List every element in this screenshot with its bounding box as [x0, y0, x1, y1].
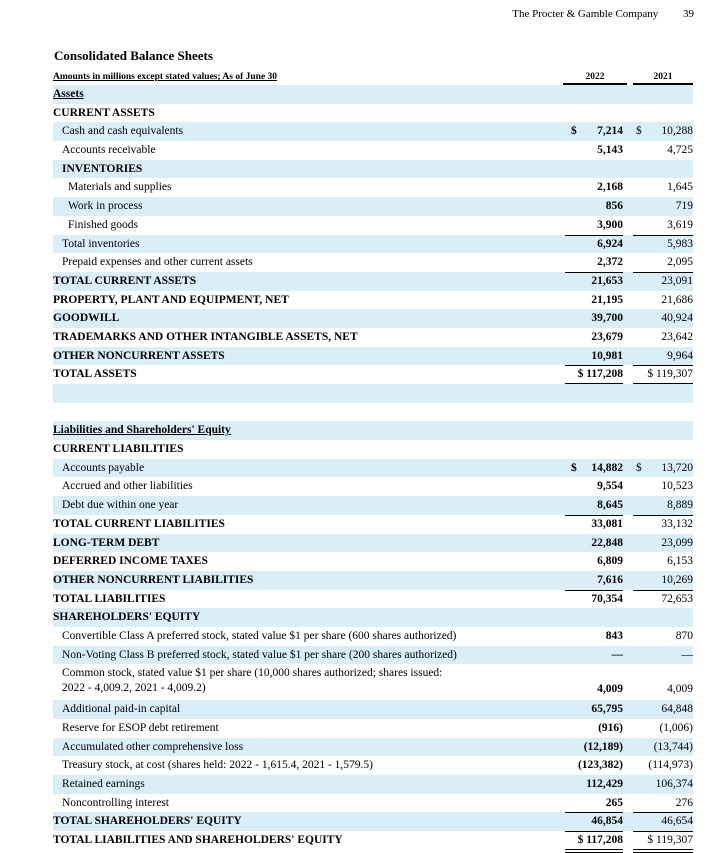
- table-row: [53, 775, 693, 794]
- table-row: [53, 104, 693, 123]
- row-label: INVENTORIES: [62, 162, 143, 175]
- table-row: [53, 515, 693, 534]
- total-double-rule: [633, 849, 693, 853]
- table-row: [53, 627, 693, 646]
- value-2022: $ 117,208: [577, 368, 623, 381]
- value-2021: $ 119,307: [647, 834, 693, 847]
- value-2022: $ 117,208: [577, 834, 623, 847]
- value-2022: 112,429: [586, 778, 623, 791]
- table-row: [53, 608, 693, 627]
- table-row: [53, 253, 693, 272]
- table-row: [53, 85, 693, 104]
- subtotal-rule: [565, 235, 623, 236]
- value-2021: 13,720: [661, 461, 693, 474]
- table-row: [53, 534, 693, 553]
- page-header: [512, 8, 694, 20]
- column-header-2022: 2022: [563, 72, 627, 85]
- value-2022: 39,700: [591, 312, 623, 325]
- value-2022: 22,848: [591, 536, 623, 549]
- balance-sheet-table: [53, 85, 693, 850]
- value-2022: (123,382): [577, 759, 623, 772]
- value-2022: —: [611, 648, 623, 661]
- table-row: [53, 328, 693, 347]
- row-label: TRADEMARKS AND OTHER INTANGIBLE ASSETS, NET: [53, 330, 358, 343]
- value-2021: 46,654: [661, 815, 693, 828]
- row-label: OTHER NONCURRENT ASSETS: [53, 349, 225, 362]
- table-row: [53, 459, 693, 478]
- row-label: PROPERTY, PLANT AND EQUIPMENT, NET: [53, 293, 289, 306]
- table-row: [53, 664, 693, 700]
- table-row: [53, 719, 693, 738]
- value-2022: 7,616: [597, 573, 623, 586]
- value-2022: 265: [605, 796, 623, 809]
- row-label: Accumulated other comprehensive loss: [62, 740, 244, 753]
- row-label: TOTAL LIABILITIES AND SHAREHOLDERS' EQUITY: [53, 834, 343, 847]
- currency-sign-2021: $: [636, 125, 642, 138]
- currency-sign-2022: $: [571, 125, 577, 138]
- value-2022: 856: [605, 200, 623, 213]
- subtotal-rule: [565, 515, 623, 516]
- page-number: 39: [683, 8, 694, 20]
- value-2021: (1,006): [659, 722, 693, 734]
- table-row: [53, 235, 693, 254]
- row-label: Accounts payable: [62, 461, 145, 474]
- value-2022: 4,009: [597, 683, 623, 696]
- row-label: Noncontrolling interest: [62, 796, 169, 809]
- value-2021: 9,964: [667, 349, 693, 362]
- value-2021: 72,653: [661, 592, 693, 605]
- value-2021: 4,009: [667, 683, 693, 696]
- row-label: GOODWILL: [53, 312, 120, 325]
- table-row: [53, 197, 693, 216]
- currency-sign-2021: $: [636, 461, 642, 474]
- value-2022: 33,081: [591, 517, 623, 530]
- value-2022: 65,795: [591, 703, 623, 716]
- table-row: [53, 365, 693, 384]
- value-2021: 106,374: [655, 778, 693, 791]
- row-label: TOTAL SHAREHOLDERS' EQUITY: [53, 815, 242, 828]
- row-label: Treasury stock, at cost (shares held: 2022 - 1,615.4, 2021 - 1,579.5): [62, 759, 373, 772]
- value-2021: 3,619: [667, 218, 693, 231]
- row-label: TOTAL CURRENT ASSETS: [53, 274, 197, 287]
- value-2021: 5,983: [667, 237, 693, 250]
- value-2021: 23,642: [661, 330, 693, 343]
- value-2021: 8,889: [667, 499, 693, 512]
- value-2021: $ 119,307: [647, 368, 693, 381]
- table-row: [53, 178, 693, 197]
- value-2022: 21,653: [591, 274, 623, 287]
- table-row: [53, 552, 693, 571]
- value-2022: 6,809: [597, 555, 623, 568]
- value-2022: 46,854: [591, 815, 623, 828]
- value-2021: 6,153: [667, 555, 693, 568]
- subtotal-rule: [633, 812, 693, 813]
- total-double-rule: [565, 849, 623, 853]
- subtotal-rule: [633, 235, 693, 236]
- table-row: [53, 738, 693, 757]
- value-2021: 10,269: [661, 573, 693, 586]
- value-2022: 2,168: [597, 181, 623, 194]
- row-label: SHAREHOLDERS' EQUITY: [53, 611, 201, 624]
- subtotal-rule: [633, 272, 693, 273]
- row-label: Debt due within one year: [62, 499, 179, 512]
- value-2021: 10,523: [661, 480, 693, 493]
- value-2021: —: [681, 648, 693, 661]
- row-label: CURRENT LIABILITIES: [53, 443, 184, 456]
- row-label: Common stock, stated value $1 per share (10,000 shares authorized; shares issued: 2022 - 4,009.2, 2021 - 4,009.2): [62, 667, 443, 695]
- table-row: [53, 812, 693, 831]
- value-2022: 10,981: [591, 349, 623, 362]
- value-2022: 21,195: [591, 293, 623, 306]
- value-2021: 870: [675, 629, 693, 642]
- table-row: [53, 403, 693, 422]
- row-label: TOTAL LIABILITIES: [53, 592, 166, 605]
- subtotal-rule: [565, 831, 623, 832]
- row-label: Accrued and other liabilities: [62, 480, 193, 493]
- table-row: [53, 590, 693, 609]
- value-2021: 23,091: [661, 274, 693, 287]
- table-row: [53, 384, 693, 403]
- table-row: [53, 756, 693, 775]
- row-label: TOTAL CURRENT LIABILITIES: [53, 517, 225, 530]
- value-2021: 10,288: [661, 125, 693, 138]
- row-label: Reserve for ESOP debt retirement: [62, 722, 219, 734]
- subtotal-rule: [565, 365, 623, 366]
- company-name: The Procter & Gamble Company: [512, 8, 659, 20]
- value-2022: 14,882: [591, 461, 623, 474]
- table-row: [53, 272, 693, 291]
- column-header: [53, 70, 693, 84]
- table-row: [53, 477, 693, 496]
- row-label: Cash and cash equivalents: [62, 125, 184, 138]
- table-row: [53, 700, 693, 719]
- row-label: Additional paid-in capital: [62, 703, 181, 716]
- value-2022: 70,354: [591, 592, 623, 605]
- table-row: [53, 216, 693, 235]
- table-row: [53, 794, 693, 813]
- column-header-2021: 2021: [633, 72, 693, 85]
- row-label: Prepaid expenses and other current assets: [62, 256, 253, 269]
- value-2022: 6,924: [597, 237, 623, 250]
- value-2021: 719: [675, 200, 693, 213]
- row-label: OTHER NONCURRENT LIABILITIES: [53, 573, 254, 586]
- value-2022: (916): [598, 722, 623, 734]
- table-row: [53, 141, 693, 160]
- value-2021: (13,744): [653, 740, 693, 753]
- value-2021: 2,095: [667, 256, 693, 269]
- value-2022: 2,372: [597, 256, 623, 269]
- value-2021: (114,973): [648, 759, 693, 772]
- row-label: Work in process: [68, 200, 143, 213]
- subtotal-rule: [565, 812, 623, 813]
- row-label: Accounts receivable: [62, 144, 156, 157]
- row-label: Liabilities and Shareholders' Equity: [53, 424, 231, 437]
- value-2021: 40,924: [661, 312, 693, 325]
- value-2022: (12,189): [583, 740, 623, 753]
- value-2021: 33,132: [661, 517, 693, 530]
- table-row: [53, 309, 693, 328]
- row-label: Non-Voting Class B preferred stock, stated value $1 per share (200 shares authorized): [62, 648, 457, 661]
- value-2022: 8,645: [597, 499, 623, 512]
- table-row: [53, 421, 693, 440]
- page-title: Consolidated Balance Sheets: [54, 48, 213, 63]
- value-2022: 23,679: [591, 330, 623, 343]
- value-2021: 4,725: [667, 144, 693, 157]
- row-label: Total inventories: [62, 237, 140, 250]
- table-row: [53, 122, 693, 141]
- table-row: [53, 160, 693, 179]
- subtotal-rule: [633, 515, 693, 516]
- table-row: [53, 571, 693, 590]
- value-2021: 276: [675, 796, 693, 809]
- subtotal-rule: [565, 590, 623, 591]
- value-2021: 64,848: [661, 703, 693, 716]
- table-row: [53, 646, 693, 665]
- value-2022: 3,900: [597, 218, 623, 231]
- row-label: LONG-TERM DEBT: [53, 536, 160, 549]
- table-row: [53, 291, 693, 310]
- column-header-label: Amounts in millions except stated values; As of June 30: [53, 72, 278, 82]
- subtotal-rule: [633, 831, 693, 832]
- subtotal-rule: [633, 365, 693, 366]
- row-label: TOTAL ASSETS: [53, 368, 137, 381]
- table-row: [53, 831, 693, 850]
- table-row: [53, 440, 693, 459]
- value-2022: 7,214: [597, 125, 623, 138]
- value-2022: 5,143: [597, 144, 623, 157]
- value-2021: 23,099: [661, 536, 693, 549]
- row-label: Assets: [53, 88, 84, 100]
- value-2021: 1,645: [667, 181, 693, 194]
- row-label: Finished goods: [68, 218, 138, 231]
- row-label: DEFERRED INCOME TAXES: [53, 555, 208, 568]
- table-row: [53, 347, 693, 366]
- subtotal-rule: [633, 590, 693, 591]
- row-label: Materials and supplies: [68, 181, 172, 194]
- row-label: Convertible Class A preferred stock, stated value $1 per share (600 shares authorized): [62, 629, 457, 642]
- row-label: Retained earnings: [62, 778, 145, 791]
- currency-sign-2022: $: [571, 461, 577, 474]
- table-row: [53, 496, 693, 515]
- value-2021: 21,686: [661, 293, 693, 306]
- value-2022: 843: [605, 629, 623, 642]
- value-2022: 9,554: [597, 480, 623, 493]
- row-label: CURRENT ASSETS: [53, 106, 155, 119]
- subtotal-rule: [565, 272, 623, 273]
